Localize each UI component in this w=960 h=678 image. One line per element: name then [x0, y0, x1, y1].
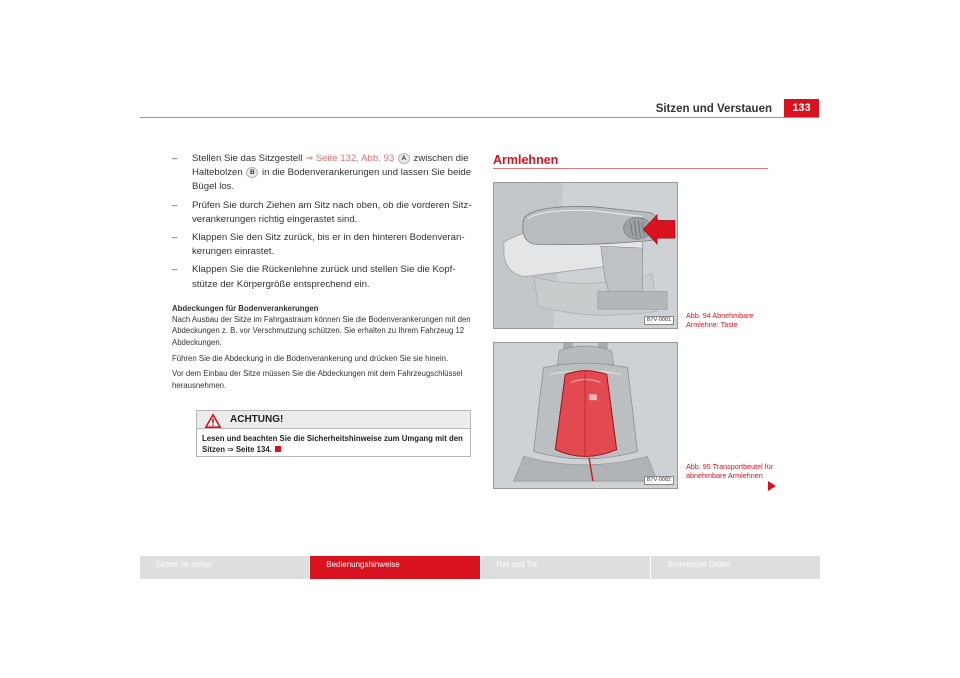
warning-text-body: Lesen und beachten Sie die Sicherheitshinweise zum Umgang mit den Sitzen: [202, 434, 463, 454]
warning-box: [196, 410, 471, 457]
figure-caption: Abb. 94 Abnehmbare Armlehne: Taste: [686, 311, 754, 329]
step-4: [172, 263, 472, 291]
label-badge-a: A: [398, 153, 410, 164]
footer-tab-rat-und-tat[interactable]: Rat und Tat: [481, 556, 650, 579]
section-title: Armlehnen: [493, 153, 559, 167]
paragraph: Vor dem Einbau der Sitze müssen Sie die Abdeckungen mit dem Fahrzeugschlüssel herausnehmen.: [172, 369, 463, 390]
step-dash: –: [172, 232, 178, 244]
footer-tab-sicher-ist-sicher[interactable]: Sicher ist sicher: [140, 556, 309, 579]
footer-tab-technische-daten[interactable]: Technische Daten: [651, 556, 820, 579]
step-text: Klappen Sie die Rückenlehne zurück und stellen Sie die Kopfstütze der Körpergröße entsprechend ein.: [192, 264, 456, 290]
step-dash: –: [172, 153, 178, 164]
footer-nav: [140, 556, 820, 579]
step-3: [172, 231, 472, 259]
label-badge-b: B: [246, 167, 258, 178]
end-marker-icon: [275, 446, 281, 452]
figure-transport-bag: [493, 342, 678, 489]
step-text: Stellen Sie das Sitzgestell: [192, 153, 306, 164]
paragraph: Führen Sie die Abdeckung in die Bodenverankerung und drücken Sie sie hinein.: [172, 353, 449, 363]
step-dash: –: [172, 264, 178, 276]
step-text: Klappen Sie den Sitz zurück, bis er in den hinteren Bodenverankerungen einrastet.: [192, 232, 465, 258]
header-title: Sitzen und Verstauen: [655, 103, 772, 115]
step-text: in die Bodenverankerungen und lassen Sie beide Bügel los.: [192, 167, 472, 193]
warning-title: ACHTUNG!: [230, 414, 284, 425]
next-page-arrow-icon[interactable]: [768, 481, 776, 491]
figure-code: B7V-0082: [644, 476, 674, 485]
warning-triangle-icon: [205, 414, 221, 428]
page-number: 133: [784, 99, 819, 117]
footer-tab-bedienungshinweise[interactable]: Bedienungshinweise: [310, 556, 479, 579]
step-2: [172, 199, 472, 227]
step-dash: –: [172, 199, 178, 211]
sub-heading: Abdeckungen für Bodenverankerungen: [172, 303, 319, 313]
transport-bag-illustration: [494, 343, 677, 488]
step-text: zwischen die Haltebolzen: [192, 153, 469, 179]
warning-page-reference[interactable]: ⇒ Seite 134.: [227, 445, 272, 454]
figure-armrest-button: [493, 182, 678, 329]
section-rule: [493, 168, 768, 169]
figure-code: B7V-0081: [644, 316, 674, 325]
header-rule: [140, 117, 819, 118]
page-reference-link[interactable]: ⇒ Seite 132, Abb. 93: [305, 153, 395, 164]
warning-text: [197, 429, 470, 459]
step-text: Prüfen Sie durch Ziehen am Sitz nach oben, ob die vorderen Sitzverankerungen richtig eingerastet sind.: [192, 199, 472, 225]
figure-caption: Abb. 95 Transportbeutel für abnehmbare Armlehnen: [686, 462, 774, 480]
paragraph: Nach Ausbau der Sitze im Fahrgastraum können Sie die Bodenverankerungen mit den Abdeckungen z. B. vor Verschmutzung schützen. Sie erhalten zu Ihrem Fahrzeug 12 Abdeckungen.: [172, 314, 471, 348]
warning-header: [197, 411, 470, 429]
step-1: [172, 152, 472, 195]
armrest-illustration: [494, 183, 677, 328]
left-column: [172, 152, 472, 395]
